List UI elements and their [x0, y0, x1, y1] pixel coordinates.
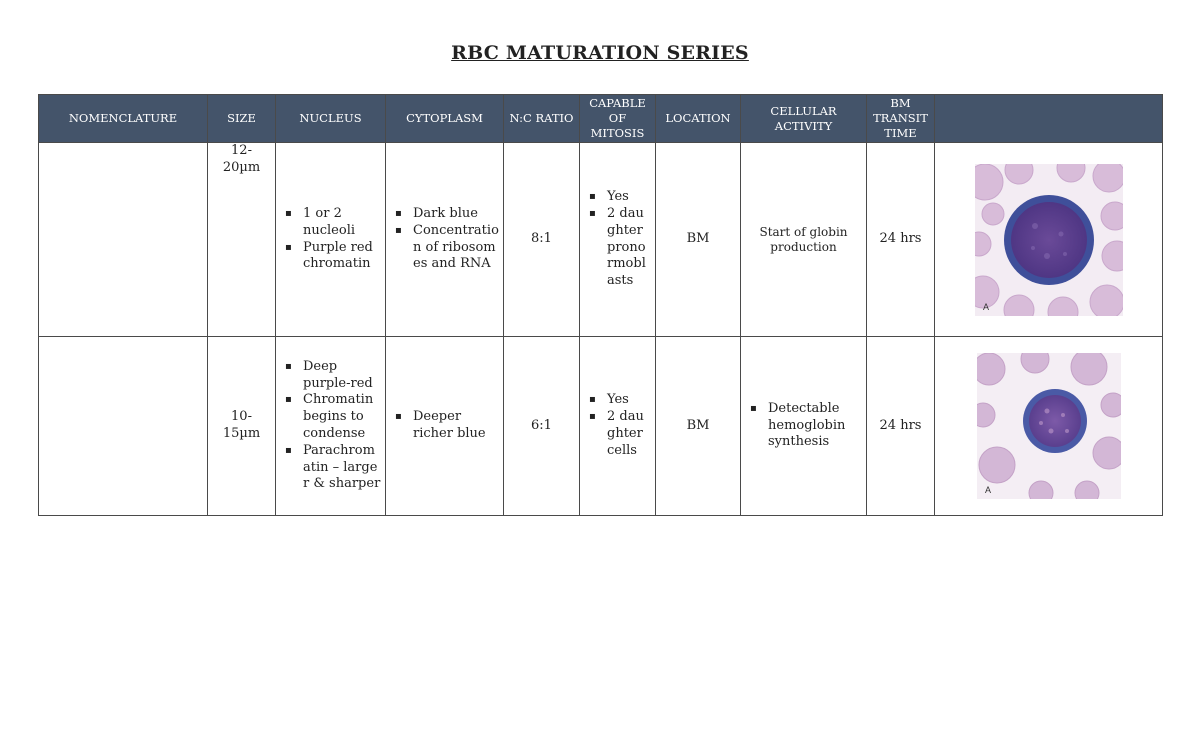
cell-transit: 24 hrs	[867, 337, 935, 516]
size-line1: 12-	[231, 143, 252, 158]
image-label: A	[984, 485, 991, 495]
header-location: LOCATION	[656, 95, 741, 143]
cell-mitosis	[580, 337, 656, 516]
cell-nc-ratio: 8:1	[504, 143, 580, 337]
page-title: RBC MATURATION SERIES	[451, 42, 749, 64]
image-label: A	[982, 301, 989, 312]
cell-image	[935, 143, 1163, 337]
header-nucleus: NUCLEUS	[276, 95, 386, 143]
cell-cytoplasm	[386, 337, 504, 516]
cell-location: BM	[656, 337, 741, 516]
cell-mitosis	[580, 143, 656, 337]
header-transit-line3: TIME	[884, 126, 917, 140]
header-activity-line1: CELLULAR	[770, 103, 837, 118]
header-cytoplasm: CYTOPLASM	[386, 95, 504, 143]
table-row	[39, 337, 1163, 516]
pronormoblast-micrograph	[975, 164, 1123, 316]
mitosis-list	[580, 189, 655, 290]
activity-list	[741, 401, 866, 451]
list-item: ▪ Detectable hemoglobin synthesis	[768, 401, 862, 451]
header-nc-ratio: N:C RATIO	[504, 95, 580, 143]
size-line2: 20µm	[222, 159, 261, 175]
cell-nomenclature	[39, 143, 208, 337]
header-transit-line2: TRANSIT	[873, 111, 928, 125]
cell-nucleus	[276, 337, 386, 516]
cell-activity	[741, 143, 867, 337]
list-item: ▪ 2 daughter pronormoblasts	[607, 206, 651, 290]
header-mitosis	[580, 95, 656, 143]
list-item: ▪ Dark blue	[413, 206, 499, 223]
list-item: ▪ Deep purple-red	[303, 359, 381, 393]
list-item: ▪ Chromatin begins to condense	[303, 392, 381, 442]
cell-nc-ratio: 6:1	[504, 337, 580, 516]
cell-size	[208, 337, 276, 516]
list-item: ▪ 1 or 2 nucleoli	[303, 206, 381, 240]
header-image	[935, 95, 1163, 143]
header-size: SIZE	[208, 95, 276, 143]
list-item: ▪ Purple red chromatin	[303, 240, 381, 274]
header-mitosis-line2: OF	[608, 111, 627, 125]
list-item: ▪ Deeper richer blue	[413, 409, 499, 443]
maturation-table	[38, 94, 1163, 516]
activity-text: Start of globin production	[759, 224, 848, 254]
nucleus-list	[276, 359, 385, 493]
header-activity-line2: ACTIVITY	[774, 118, 833, 133]
size-line1: 10-	[231, 409, 252, 425]
cytoplasm-list	[386, 206, 503, 273]
cytoplasm-list	[386, 409, 503, 443]
size-line2: 15µm	[222, 426, 261, 441]
list-item: ▪ Parachromatin – larger & sharper	[303, 443, 381, 493]
mitosis-list	[580, 392, 655, 459]
header-mitosis-line1: CAPABLE	[589, 96, 646, 110]
header-activity	[741, 95, 867, 143]
cell-size	[208, 143, 276, 337]
list-item: ▪ Yes	[607, 189, 651, 206]
header-mitosis-line3: MITOSIS	[590, 126, 645, 140]
cell-image	[935, 337, 1163, 516]
cell-activity	[741, 337, 867, 516]
basophilic-normoblast-micrograph	[977, 353, 1121, 499]
header-row	[39, 95, 1163, 143]
list-item: ▪ Yes	[607, 392, 651, 409]
table-row	[39, 143, 1163, 337]
header-nomenclature: NOMENCLATURE	[39, 95, 208, 143]
list-item: ▪ Concentration of ribosomes and RNA	[413, 223, 499, 273]
cell-transit: 24 hrs	[867, 143, 935, 337]
cell-nucleus	[276, 143, 386, 337]
cell-location: BM	[656, 143, 741, 337]
header-transit	[867, 95, 935, 143]
list-item: ▪ 2 daughter cells	[607, 409, 651, 459]
cell-nomenclature	[39, 337, 208, 516]
cell-cytoplasm	[386, 143, 504, 337]
nucleus-list	[276, 206, 385, 273]
header-transit-line1: BM	[890, 96, 911, 110]
